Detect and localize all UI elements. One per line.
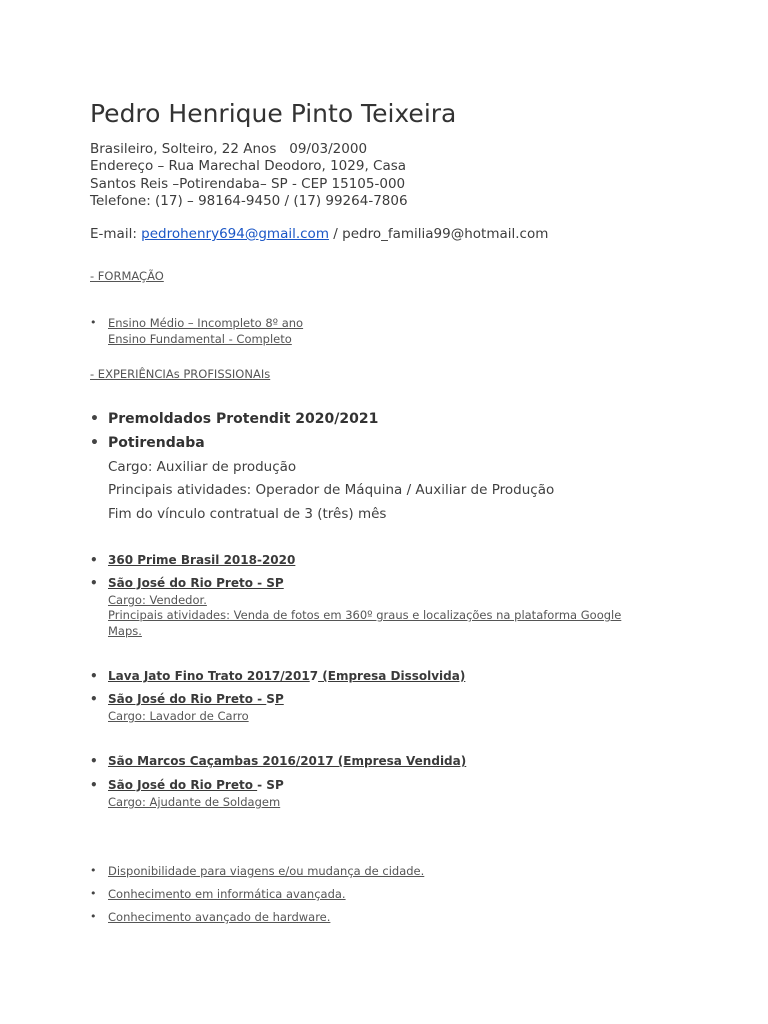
job4-company	[108, 754, 466, 768]
job2-role: Cargo: Vendedor.	[108, 593, 207, 607]
job1-note: Fim do vínculo contratual de 3 (três) mês	[108, 506, 387, 522]
job3-role: Cargo: Lavador de Carro	[108, 709, 249, 723]
email-primary-link[interactable]: pedrohenry694@gmail.com	[141, 226, 329, 242]
section-title-experiencias: - EXPERIÊNCIAs PROFISSIONAIs	[90, 367, 271, 381]
job2-city: São José do Rio Preto - SP	[108, 576, 284, 590]
bullet-icon: •	[90, 754, 98, 768]
job2-activities: Principais atividades: Venda de fotos em 360º graus e localizações na plataforma Google	[108, 608, 622, 622]
job4-company-name: São Marcos Caçambas 2016	[108, 754, 296, 768]
personal-details: Brasileiro, Solteiro, 22 Anos 09/03/2000	[90, 141, 368, 157]
formacao-item-fundamental: Ensino Fundamental - Completo	[108, 332, 292, 346]
bullet-icon: •	[90, 887, 97, 900]
job3-company-status: (Empresa Dissolvida)	[318, 669, 466, 683]
job3-company-year-end: 7	[309, 669, 319, 683]
formacao-item-medio: Ensino Médio – Incompleto 8º ano	[108, 316, 304, 330]
bullet-icon: •	[90, 316, 97, 329]
job3-city-state-first: S	[266, 692, 275, 706]
job3-company	[108, 669, 465, 683]
job4-city-state: - SP	[257, 778, 284, 792]
job2-company: 360 Prime Brasil 2018-2020	[108, 553, 296, 567]
bullet-icon: •	[90, 910, 97, 923]
bullet-icon: •	[90, 411, 99, 427]
bullet-icon: •	[90, 778, 98, 792]
job1-activities: Principais atividades: Operador de Máquina / Auxiliar de Produção	[108, 482, 555, 498]
extra-item-hardware: Conhecimento avançado de hardware.	[108, 910, 331, 924]
email-secondary: pedro_familia99@hotmail.com	[342, 226, 549, 242]
city-line: Santos Reis –Potirendaba– SP - CEP 15105-000	[90, 175, 406, 192]
bullet-icon: •	[90, 576, 98, 590]
job4-company-status: /2017 (Empresa Vendida)	[295, 754, 467, 768]
address-line: Endereço – Rua Marechal Deodoro, 1029, Casa	[90, 158, 407, 175]
candidate-name: Pedro Henrique Pinto Teixeira	[90, 99, 457, 128]
section-title-formacao: - FORMAÇÃO	[90, 269, 164, 283]
bullet-icon: •	[90, 669, 98, 683]
bullet-icon: •	[90, 864, 97, 877]
job1-company: Premoldados Protendit 2020/2021	[108, 411, 379, 427]
email-label: E-mail:	[90, 226, 142, 242]
contact-block	[90, 141, 408, 210]
job2-activities-cont: Maps.	[108, 624, 142, 638]
job3-city-name: São José do Rio Preto -	[108, 692, 267, 706]
extra-item-travel: Disponibilidade para viagens e/ou mudança de cidade.	[108, 864, 425, 878]
job4-role: Cargo: Ajudante de Soldagem	[108, 795, 281, 809]
bullet-icon: •	[90, 553, 98, 567]
phone-line: Telefone: (17) – 98164-9450 / (17) 99264-7806	[90, 192, 408, 209]
job3-city	[108, 692, 284, 706]
email-line	[90, 226, 548, 242]
job3-company-name: Lava Jato Fino Trato 2017/201	[108, 669, 310, 683]
bullet-icon: •	[90, 692, 98, 706]
email-separator: /	[328, 226, 343, 242]
extra-item-informatica: Conhecimento em informática avançada.	[108, 887, 346, 901]
job1-city: Potirendaba	[108, 435, 205, 451]
job3-city-state-last: P	[274, 692, 284, 706]
job1-role: Cargo: Auxiliar de produção	[108, 459, 297, 475]
bullet-icon: •	[90, 435, 99, 451]
job4-city	[108, 778, 284, 792]
job4-city-name: São José do Rio Preto	[108, 778, 258, 792]
